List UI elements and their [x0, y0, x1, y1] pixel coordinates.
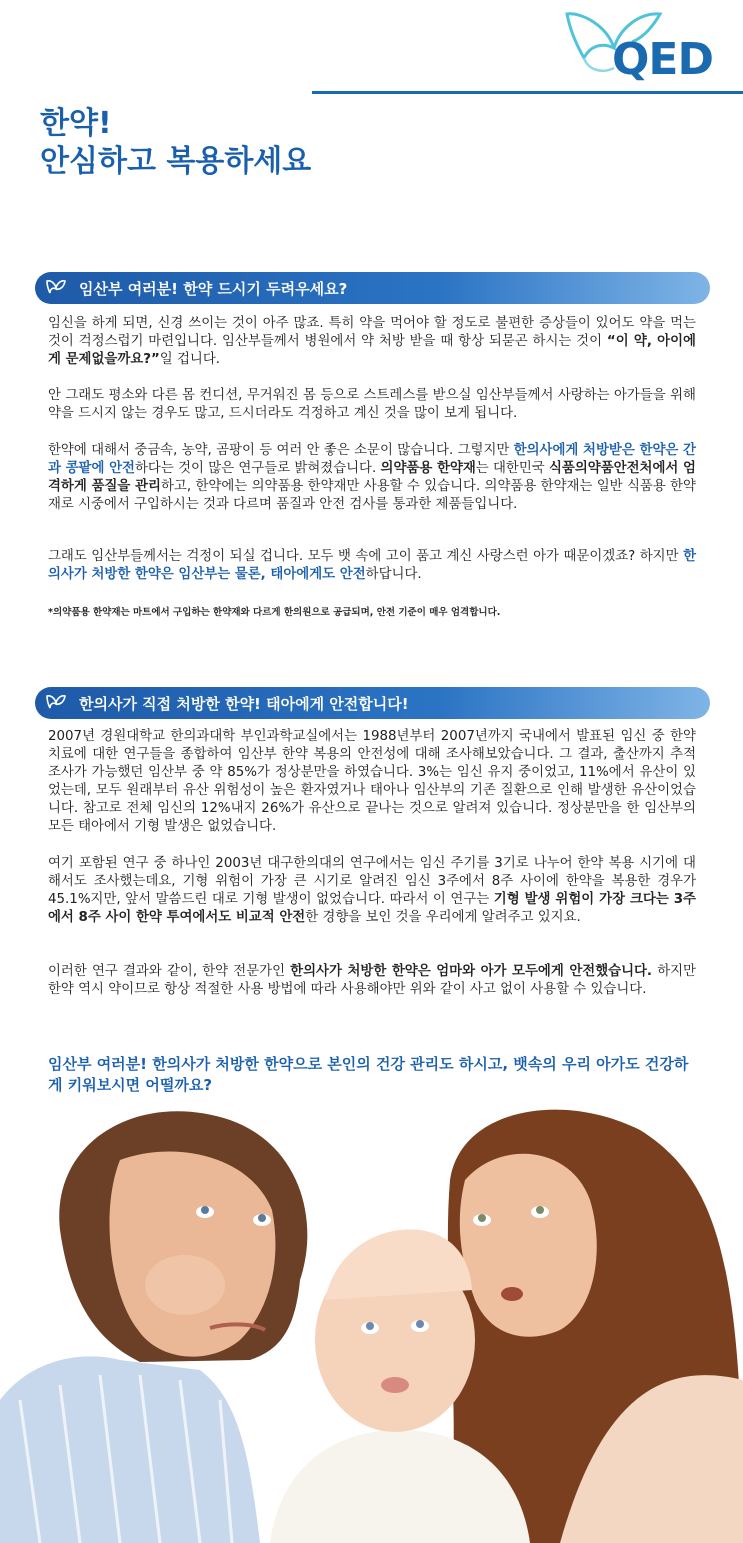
text-run: 한의사가 처방한 한약은 엄마와 아가 모두에게 안전했습니다.	[290, 964, 653, 979]
text-run: 하고, 한약에는 의약품용 한약재만 사용할 수 있습니다. 의약품용 한약재는 일반 식품용 한약재로 시중에서 구입하시는 것과 다르며 품질과 안전 검사를 통과한 제품들입니다.	[48, 479, 696, 512]
text-run: “이 약, 아이에게 문제없을까요?”	[48, 334, 696, 367]
section1-heading-bar	[35, 272, 710, 304]
text-run: 식품의약품안전처에서 엄격하게 품질을 관리	[48, 461, 696, 494]
text-run: 한 경향을 보인 것을 우리에게 알려주고 있지요.	[305, 910, 581, 925]
section2-heading-bar	[35, 687, 710, 719]
section1-paragraph-1	[48, 315, 696, 369]
text-run: 기형 발생 위험이 가장 크다는 3주에서 8주 사이 한약 투여에서도 비교적 안전	[48, 892, 696, 925]
page-title	[40, 105, 311, 181]
text-run: 이러한 연구 결과와 같이, 한약 전문가인	[48, 964, 291, 979]
text-run: 한의사에게 처방받은 한약은 간과 콩팥에 안전	[48, 443, 696, 476]
text-run: 하다는 것이 많은 연구들로 밝혀졌습니다.	[134, 461, 381, 476]
text-run: 2007년 경원대학교 한의과대학 부인과학교실에서는 1988년부터 2007년까지 국내에서 발표된 임신 중 한약 치료에 대한 연구들을 종합하여 임산부 한약 복용의 안전성에 대해 조사해보았습니다. 그 결과, 출산까지 추적 조사가 가능했던 임산부 중 약 85%가 정상분만을 하였습니다. 3%는 임신 유지 중이었고, 11%에서 유산이 있었는데, 모두 원래부터 유산 위험성이 높은 환자였거나 태아나 임산부의 기존 질환으로 인해 발생한 유산이었습니다. 참고로 전체 임신의 12%내지 26%가 유산으로 끝나는 것으로 알려져 있습니다. 정상분만을 한 임산부의 모든 태아에서 기형 발생은 없었습니다.	[48, 729, 696, 834]
text-run: 안 그래도 평소와 다른 몸 컨디션, 무거워진 몸 등으로 스트레스를 받으실 임산부들께서 사랑하는 아가들을 위해 약을 드시지 않는 경우도 많고, 드시더라도 걱정하고 계신 것을 많이 보게 됩니다.	[48, 388, 696, 421]
text-run: 하답니다.	[365, 567, 422, 582]
text-run: 한약에 대해서 중금속, 농약, 곰팡이 등 여러 안 좋은 소문이 많습니다. 그렇지만	[48, 443, 514, 458]
family-photo	[0, 1100, 743, 1543]
section2-paragraph-1	[48, 728, 696, 836]
title-line-1: 한약!	[40, 106, 112, 141]
text-run: 임신을 하게 되면, 신경 쓰이는 것이 아주 많죠. 특히 약을 먹어야 할 정도로 불편한 증상들이 있어도 약을 먹는 것이 걱정스럽기 마련입니다. 임산부들께서 병원에서 약 처방 받을 때 항상 되묻곤 하시는 것이	[48, 316, 696, 349]
section1-footnote: *의약품용 한약재는 마트에서 구입하는 한약재와 다르게 한의원으로 공급되며, 안전 기준이 매우 엄격합니다.	[48, 607, 501, 618]
text-run: 그래도 임산부들께서는 걱정이 되실 겁니다. 모두 뱃 속에 고이 품고 계신 사랑스런 아가 때문이겠죠? 하지만	[48, 549, 684, 564]
section2-paragraph-3	[48, 963, 696, 999]
text-run: 일 겁니다.	[159, 352, 221, 367]
text-run: 여기 포함된 연구 중 하나인 2003년 대구한의대의 연구에서는 임신 주기를 3기로 나누어 한약 복용 시기에 대해서도 조사했는데요, 기형 위험이 가장 큰 시기로 알려진 임신 3주에서 8주 사이에 한약을 복용한 경우가 45.1%지만, 앞서 말씀드린 대로 기형 발생이 없었습니다. 따라서 이 연구는	[48, 856, 696, 907]
butterfly-icon	[45, 278, 67, 298]
section2-paragraph-2	[48, 855, 696, 927]
text-run: 하지만 한약 역시 약이므로 항상 적절한 사용 방법에 따라 사용해야만 위와 같이 사고 없이 사용할 수 있습니다.	[48, 964, 696, 997]
section1-heading: 임산부 여러분! 한약 드시기 두려우세요?	[79, 280, 348, 298]
section2-heading: 한의사가 직접 처방한 한약! 태아에게 안전합니다!	[79, 695, 409, 713]
text-run: 의약품용 한약재	[380, 461, 476, 476]
section1-paragraph-4	[48, 548, 696, 584]
logo-text: QED	[612, 34, 713, 85]
text-run: 한의사가 처방한 한약은 임산부는 물론, 태아에게도 안전	[48, 549, 696, 582]
header-divider	[312, 91, 743, 94]
butterfly-icon	[45, 693, 67, 713]
qed-logo	[562, 8, 742, 88]
closing-message: 임산부 여러분! 한의사가 처방한 한약으로 본인의 건강 관리도 하시고, 뱃속의 우리 아가도 건강하게 키워보시면 어떨까요?	[48, 1055, 689, 1094]
section1-paragraph-3	[48, 442, 696, 514]
title-line-2: 안심하고 복용하세요	[40, 144, 312, 179]
text-run: 는 대한민국	[475, 461, 549, 476]
section1-paragraph-2	[48, 387, 696, 423]
